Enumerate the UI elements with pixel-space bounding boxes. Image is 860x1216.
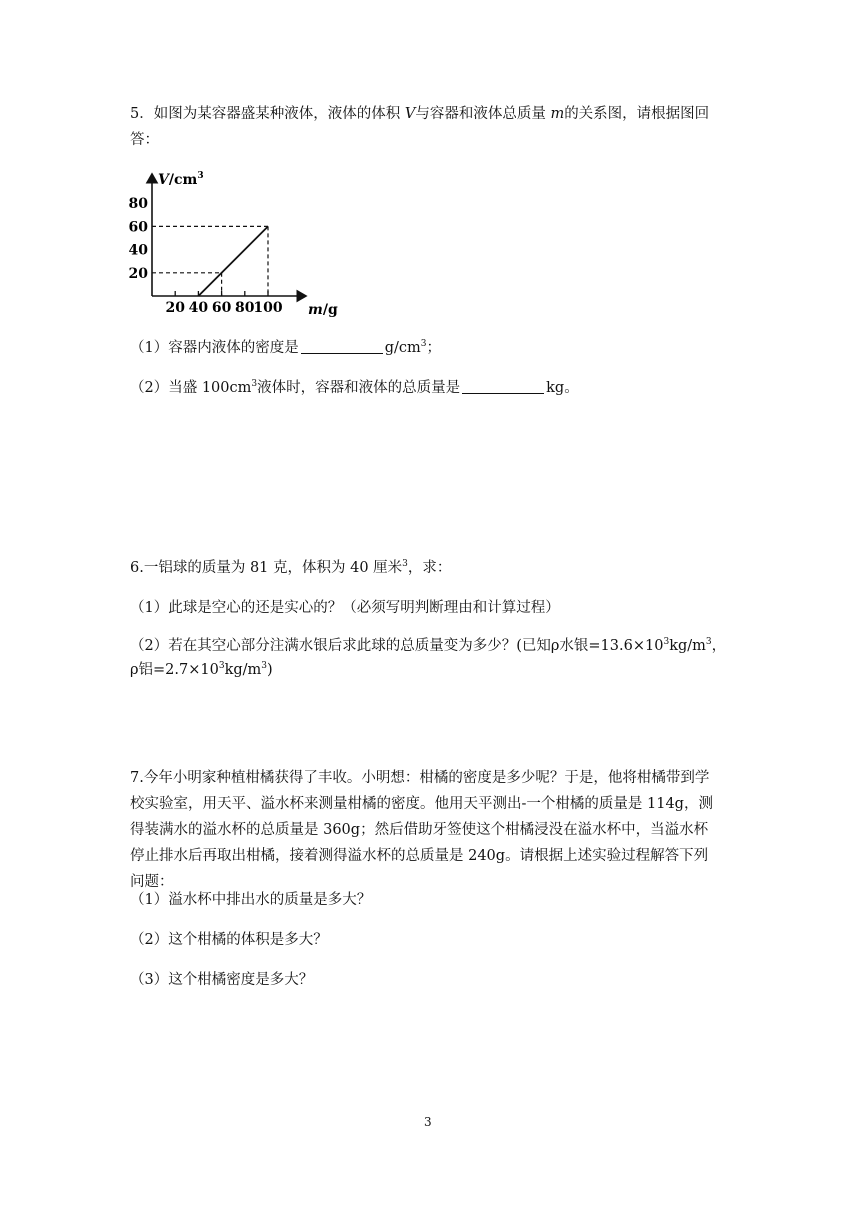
var-v: V [404, 106, 416, 122]
exponent: 3 [261, 661, 268, 672]
q6-part2-text: kg/m [224, 662, 262, 678]
q7-part2: （2）这个柑橘的体积是多大？ [130, 932, 328, 948]
q6-part2 [130, 636, 726, 656]
q5-part2 [130, 378, 579, 398]
q5-stem-text: 5．如图为某容器盛某种液体，液体的体积 [130, 106, 405, 122]
q7-part3: （3）这个柑橘密度是多大？ [130, 972, 314, 988]
q5-stem-line2: 答： [130, 132, 159, 148]
q7-stem-line1: 7.今年小明家种植柑橘获得了丰收。小明想：柑橘的密度是多少呢？于是，他将柑橘带到学 [130, 770, 710, 786]
y-axis-title: $V/cm^3$ [158, 171, 204, 188]
q6-part2-text: kg/m [669, 638, 706, 654]
q7-stem-line2: 校实验室，用天平、溢水杯来测量柑橘的密度。他用天平测出-一个柑橘的质量是 114g，测 [130, 796, 713, 812]
q6-part2-continued [130, 660, 273, 680]
q7-stem-line5: 问题： [130, 874, 174, 890]
unit-superscript: 3 [402, 559, 408, 570]
unit-superscript: 3 [251, 379, 258, 390]
q6-part2-text: （2）若在其空心部分注满水银后求此球的总质量变为多少？(已知ρ水银=13.6×10 [130, 638, 664, 654]
y-tick-label: 20 [128, 265, 148, 282]
volume-mass-chart [120, 168, 338, 318]
q5-part2-text: 液体时，容器和液体的总质量是 [257, 380, 461, 396]
data-line [198, 226, 268, 296]
answer-blank[interactable] [462, 379, 544, 394]
q7-stem-line4: 停止排水后再取出柑橘，接着测得溢水杯的总质量是 240g。请根据上述实验过程解答下列 [130, 848, 709, 864]
x-tick-label: 100 [253, 300, 283, 316]
y-tick-label: 60 [128, 219, 148, 236]
density-unit: g/cm [384, 340, 421, 356]
page-number: 3 [424, 1115, 432, 1129]
q6-part2-text: ρ铝=2.7×10 [130, 662, 219, 678]
answer-blank[interactable] [301, 339, 383, 354]
q6-stem-text: 6.一铝球的质量为 81 克，体积为 40 厘米 [130, 560, 403, 576]
q5-part2-end: kg。 [546, 380, 579, 396]
q5-stem-text: 与容器和液体总质量 [415, 106, 551, 122]
q5-stem-text: 的关系图，请根据图回 [564, 106, 710, 122]
exponent: 3 [663, 637, 670, 648]
x-tick-label: 20 [165, 300, 185, 316]
x-tick-label: 40 [188, 300, 209, 316]
q6-stem [130, 558, 451, 578]
x-axis-title: m/g [308, 302, 338, 318]
q5-part1-end: ； [426, 340, 442, 356]
x-tick-label: 60 [211, 300, 232, 316]
q5-stem-line1 [130, 104, 709, 124]
q6-part2-text: ) [267, 662, 273, 678]
x-tick-label: 80 [235, 300, 255, 316]
q6-part1: （1）此球是空心的还是实心的？（必须写明判断理由和计算过程） [130, 600, 560, 616]
exponent: 3 [218, 661, 225, 672]
q7-stem-line3: 得装满水的溢水杯的总质量是 360g；然后借助牙签使这个柑橘浸没在溢水杯中，当溢水杯 [130, 822, 709, 838]
y-tick-label: 40 [128, 242, 148, 259]
unit-superscript: 3 [420, 339, 427, 350]
q6-stem-text: ，求： [407, 560, 452, 576]
q5-part1 [130, 338, 441, 358]
exponent: 3 [705, 637, 712, 648]
q7-part1: （1）溢水杯中排出水的质量是多大？ [130, 892, 372, 908]
q5-part1-text: （1）容器内液体的密度是 [130, 340, 299, 356]
y-tick-label: 80 [128, 196, 148, 213]
var-m: m [550, 106, 565, 122]
q6-part2-text: ， [711, 638, 727, 654]
q5-part2-text: （2）当盛 100cm [130, 380, 252, 396]
